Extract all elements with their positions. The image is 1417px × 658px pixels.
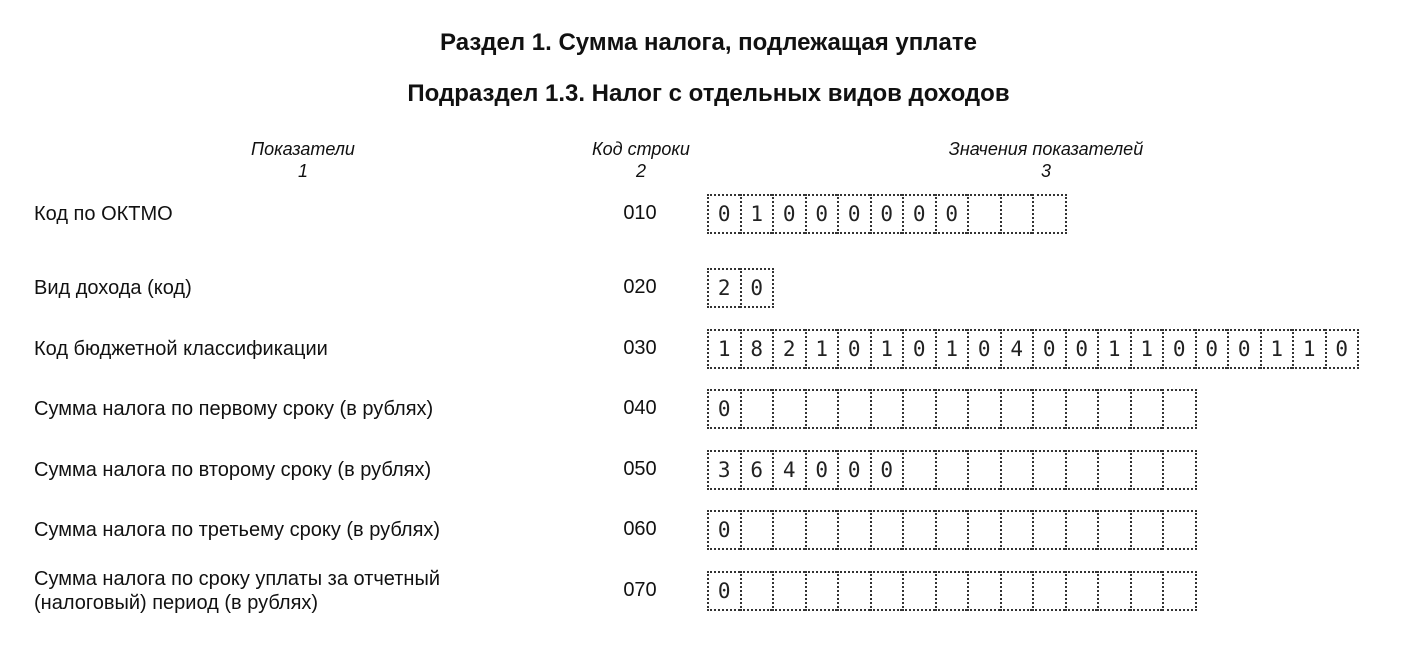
value-cell[interactable]: 0 [1195,329,1228,369]
row-label-line: Сумма налога по сроку уплаты за отчетный [34,568,441,590]
column-header-label: Значения показателей [948,139,1144,159]
value-cell[interactable] [805,571,838,611]
row-label-tax-first-term: Сумма налога по первому сроку (в рублях) [34,398,434,420]
value-cell[interactable]: 0 [1032,329,1065,369]
row-label-tax-second-term: Сумма налога по второму сроку (в рублях) [34,459,432,481]
value-cell[interactable] [902,389,935,429]
value-cell[interactable] [902,450,935,490]
row-code-050: 050 [623,458,657,480]
row-code-060: 060 [623,518,657,540]
row-code-030: 030 [623,337,657,359]
row-code-010: 010 [623,202,657,224]
value-cell[interactable] [1162,389,1197,429]
value-cell[interactable]: 0 [967,329,1000,369]
column-header-label: Показатели [251,139,355,159]
value-cell[interactable]: 0 [902,329,935,369]
value-cell[interactable]: 3 [707,450,740,490]
row-label-kbk: Код бюджетной классификации [34,338,328,360]
value-cell[interactable] [1032,571,1065,611]
value-cell[interactable] [837,389,870,429]
value-cell[interactable] [1032,389,1065,429]
value-cell[interactable] [1000,510,1033,550]
value-cell[interactable] [967,510,1000,550]
value-cells-kbk[interactable] [707,329,1359,369]
value-cell[interactable] [967,389,1000,429]
value-cell[interactable] [772,571,805,611]
row-label-income-type: Вид дохода (код) [34,277,192,299]
value-cell[interactable] [1130,450,1163,490]
value-cell[interactable]: 1 [740,194,773,234]
value-cell[interactable] [870,571,903,611]
value-cell[interactable] [1130,510,1163,550]
value-cell[interactable]: 0 [707,571,740,611]
value-cell[interactable] [1130,389,1163,429]
value-cell[interactable] [1000,194,1033,234]
value-cell[interactable] [740,389,773,429]
value-cell[interactable] [1032,510,1065,550]
value-cell[interactable]: 0 [707,389,740,429]
value-cells-tax-third-term[interactable] [707,510,1197,550]
value-cell[interactable]: 8 [740,329,773,369]
row-code-070: 070 [623,579,657,601]
column-header-line-code [571,138,711,182]
value-cell[interactable]: 0 [772,194,805,234]
value-cell[interactable] [967,571,1000,611]
value-cells-income-type[interactable] [707,268,774,308]
value-cell[interactable]: 1 [935,329,968,369]
row-label-line: (налоговый) период (в рублях) [34,592,319,614]
value-cell[interactable] [1097,510,1130,550]
value-cell[interactable]: 0 [837,450,870,490]
row-code-020: 020 [623,276,657,298]
value-cell[interactable] [870,389,903,429]
value-cell[interactable] [1162,450,1197,490]
value-cell[interactable] [902,510,935,550]
value-cell[interactable] [1097,450,1130,490]
row-label-oktmo: Код по ОКТМО [34,203,173,225]
value-cell[interactable] [902,571,935,611]
value-cell[interactable] [837,510,870,550]
value-cell[interactable]: 0 [870,450,903,490]
value-cell[interactable] [935,450,968,490]
value-cell[interactable] [1032,450,1065,490]
value-cell[interactable]: 4 [1000,329,1033,369]
value-cell[interactable] [1130,571,1163,611]
value-cell[interactable]: 0 [870,194,903,234]
column-header-indicators [203,138,403,182]
value-cells-tax-period[interactable] [707,571,1197,611]
value-cell[interactable] [1065,389,1098,429]
value-cell[interactable] [740,510,773,550]
value-cell[interactable]: 1 [1097,329,1130,369]
value-cell[interactable] [805,389,838,429]
value-cell[interactable]: 0 [837,194,870,234]
column-header-number: 2 [635,161,646,181]
value-cells-oktmo[interactable] [707,194,1067,234]
value-cell[interactable] [1065,450,1098,490]
value-cell[interactable] [837,571,870,611]
value-cell[interactable] [1065,510,1098,550]
value-cell[interactable] [1162,571,1197,611]
value-cell[interactable]: 1 [870,329,903,369]
row-label-tax-period [34,567,440,615]
column-header-number: 3 [1040,161,1051,181]
value-cell[interactable]: 0 [805,194,838,234]
value-cell[interactable]: 1 [805,329,838,369]
value-cell[interactable] [1097,571,1130,611]
value-cell[interactable] [772,389,805,429]
value-cell[interactable] [870,510,903,550]
value-cell[interactable]: 2 [707,268,740,308]
value-cell[interactable] [1000,450,1033,490]
value-cell[interactable] [935,510,968,550]
section-title: Раздел 1. Сумма налога, подлежащая уплате [440,29,977,56]
value-cell[interactable] [1065,571,1098,611]
value-cells-tax-first-term[interactable] [707,389,1197,429]
value-cell[interactable]: 0 [1227,329,1260,369]
value-cell[interactable]: 0 [707,194,740,234]
value-cell[interactable] [1097,389,1130,429]
value-cell[interactable]: 4 [772,450,805,490]
value-cell[interactable] [1000,389,1033,429]
value-cell[interactable]: 0 [837,329,870,369]
value-cell[interactable]: 0 [1325,329,1360,369]
column-header-label: Код строки [592,139,690,159]
value-cell[interactable] [805,510,838,550]
value-cell[interactable] [935,571,968,611]
row-code-040: 040 [623,397,657,419]
value-cell[interactable] [772,510,805,550]
value-cell[interactable]: 0 [1065,329,1098,369]
value-cell[interactable] [740,571,773,611]
value-cell[interactable] [1032,194,1067,234]
value-cell[interactable] [1162,510,1197,550]
value-cell[interactable]: 1 [1260,329,1293,369]
value-cell[interactable]: 1 [707,329,740,369]
value-cell[interactable]: 1 [1292,329,1325,369]
column-header-number: 1 [297,161,308,181]
value-cell[interactable] [935,389,968,429]
value-cell[interactable] [1000,571,1033,611]
row-label-tax-third-term: Сумма налога по третьему сроку (в рублях) [34,519,441,541]
value-cell[interactable]: 0 [902,194,935,234]
value-cell[interactable]: 0 [805,450,838,490]
value-cell[interactable]: 0 [740,268,775,308]
value-cells-tax-second-term[interactable] [707,450,1197,490]
value-cell[interactable] [967,450,1000,490]
value-cell[interactable]: 6 [740,450,773,490]
column-header-values [896,138,1196,182]
value-cell[interactable]: 1 [1130,329,1163,369]
value-cell[interactable]: 0 [935,194,968,234]
value-cell[interactable]: 0 [707,510,740,550]
value-cell[interactable] [967,194,1000,234]
value-cell[interactable]: 2 [772,329,805,369]
subsection-title: Подраздел 1.3. Налог с отдельных видов доходов [407,80,1010,107]
value-cell[interactable]: 0 [1162,329,1195,369]
